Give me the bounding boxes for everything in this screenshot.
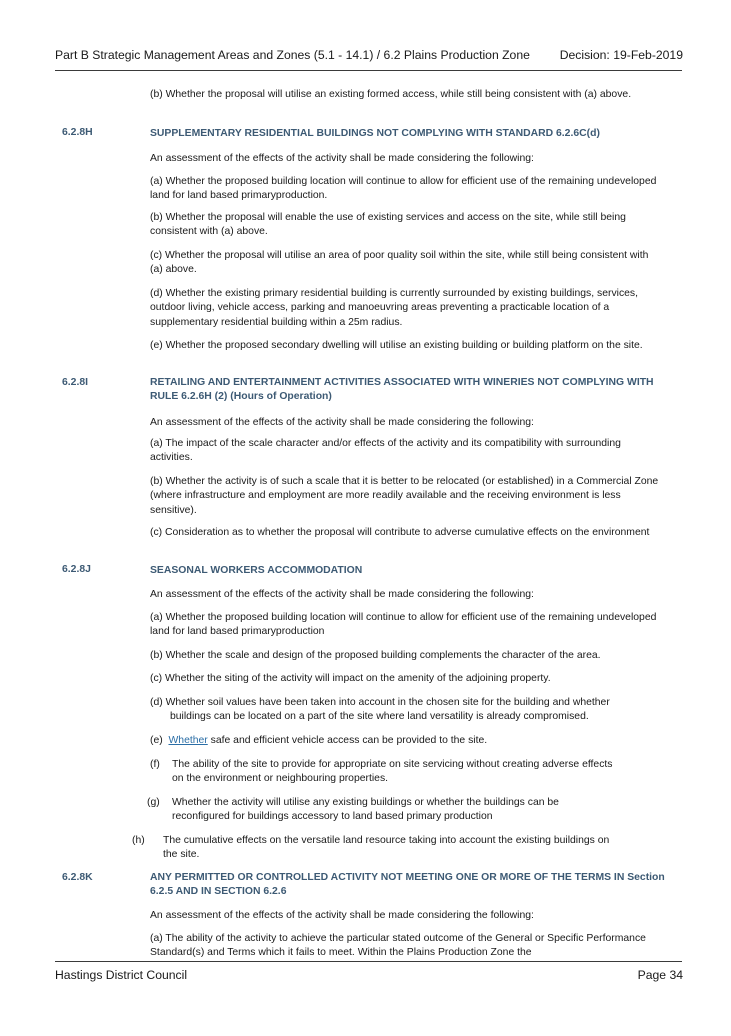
section-j-item-h <box>163 834 663 863</box>
header-title: Part B Strategic Management Areas and Zones (5.1 - 14.1) / 6.2 Plains Production Zone <box>55 48 530 62</box>
section-number-6-2-8h: 6.2.8H <box>62 127 93 138</box>
footer-page-number: Page 34 <box>637 968 683 982</box>
header-divider <box>55 70 682 71</box>
section-i-intro: An assessment of the effects of the activity shall be made considering the following: <box>150 417 534 428</box>
section-j-item-h-line2: the site. <box>163 849 200 861</box>
section-i-item-a: (a) The impact of the scale character and/or effects of the activity and its compatibility with surrounding activities. <box>150 438 621 464</box>
section-h-item-e: (e) Whether the proposed secondary dwelling will utilise an existing building or building platform on the site. <box>150 340 643 351</box>
continuation-paragraph: (b) Whether the proposal will utilise an existing formed access, while still being consistent with (a) above. <box>150 89 632 100</box>
section-j-item-f <box>172 758 660 787</box>
section-j-item-a: (a) Whether the proposed building location will continue to allow for efficient use of the remaining undeveloped land for land based primaryproduction <box>150 612 657 638</box>
section-j-item-f-label: (f) <box>150 759 160 770</box>
section-h-item-c: (c) Whether the proposal will utilise an area of poor quality soil within the site, while still being consistent with (a) above. <box>150 250 649 276</box>
section-j-item-f-line2: on the environment or neighbouring properties. <box>172 773 389 785</box>
section-title-6-2-8i: RETAILING AND ENTERTAINMENT ACTIVITIES ASSOCIATED WITH WINERIES NOT COMPLYING WITH RULE 6.2.6H (2) (Hours of Operation) <box>150 377 654 402</box>
section-j-intro: An assessment of the effects of the activity shall be made considering the following: <box>150 589 534 600</box>
section-j-item-c: (c) Whether the siting of the activity will impact on the amenity of the adjoining property. <box>150 673 551 684</box>
section-h-intro: An assessment of the effects of the activity shall be made considering the following: <box>150 153 534 164</box>
footer-divider <box>55 961 682 962</box>
section-j-item-h-label: (h) <box>132 835 145 846</box>
section-j-item-g <box>172 796 660 825</box>
section-j-item-g-label: (g) <box>147 797 160 808</box>
section-j-item-d-line2: buildings can be located on a part of the site where land versatility is already compromised. <box>170 711 589 723</box>
section-j-item-g-line1: Whether the activity will utilise any existing buildings or whether the buildings can be <box>172 797 559 808</box>
section-j-item-d <box>150 696 660 725</box>
section-i-item-c: (c) Consideration as to whether the proposal will contribute to adverse cumulative effects on the environment <box>150 527 650 538</box>
section-i-item-b: (b) Whether the activity is of such a scale that it is better to be relocated (or established) in a Commercial Zone (where infrastructure and employment are more readily available and the receiving environment is less sensitive). <box>150 476 659 516</box>
section-h-item-a: (a) Whether the proposed building location will continue to allow for efficient use of the remaining undeveloped land for land based primaryproduction. <box>150 176 657 202</box>
section-j-item-e <box>150 734 660 748</box>
section-j-item-f-line1: The ability of the site to provide for appropriate on site servicing without creating adverse effects <box>172 759 613 770</box>
section-h-item-d: (d) Whether the existing primary residential building is currently surrounded by existing buildings, services, outdoor living, vehicle access, parking and manoeuvring areas preventing a practicable location of a supplementary residential building within a 25m radius. <box>150 288 639 328</box>
section-j-item-e-label: (e) <box>150 735 163 746</box>
section-title-6-2-8k: ANY PERMITTED OR CONTROLLED ACTIVITY NOT MEETING ONE OR MORE OF THE TERMS IN Section 6.2.5 AND IN SECTION 6.2.6 <box>150 872 665 897</box>
section-title-6-2-8h: SUPPLEMENTARY RESIDENTIAL BUILDINGS NOT COMPLYING WITH STANDARD 6.2.6C(d) <box>150 128 600 139</box>
section-j-item-b: (b) Whether the scale and design of the proposed building complements the character of the area. <box>150 650 601 661</box>
section-number-6-2-8k: 6.2.8K <box>62 872 93 883</box>
section-h-item-b: (b) Whether the proposal will enable the use of existing services and access on the site, while still being consistent with (a) above. <box>150 212 626 238</box>
section-number-6-2-8i: 6.2.8I <box>62 377 88 388</box>
section-k-intro: An assessment of the effects of the activity shall be made considering the following: <box>150 910 534 921</box>
section-k-item-a: (a) The ability of the activity to achieve the particular stated outcome of the General or Specific Performance Standard(s) and Terms which it fails to meet. Within the Plains Production Zone the <box>150 933 646 959</box>
section-j-item-e-text: safe and efficient vehicle access can be provided to the site. <box>207 735 488 746</box>
footer-organisation: Hastings District Council <box>55 968 188 982</box>
section-number-6-2-8j: 6.2.8J <box>62 564 91 575</box>
whether-link[interactable]: Whether <box>168 735 208 746</box>
section-j-item-g-line2: reconfigured for buildings accessory to land based primary production <box>172 811 493 823</box>
section-title-6-2-8j: SEASONAL WORKERS ACCOMMODATION <box>150 565 363 576</box>
section-j-item-d-line1: (d) Whether soil values have been taken into account in the chosen site for the building and whether <box>150 697 610 708</box>
header-decision-date: Decision: 19-Feb-2019 <box>559 48 683 62</box>
section-j-item-h-line1: The cumulative effects on the versatile land resource taking into account the existing buildings on <box>163 835 610 846</box>
